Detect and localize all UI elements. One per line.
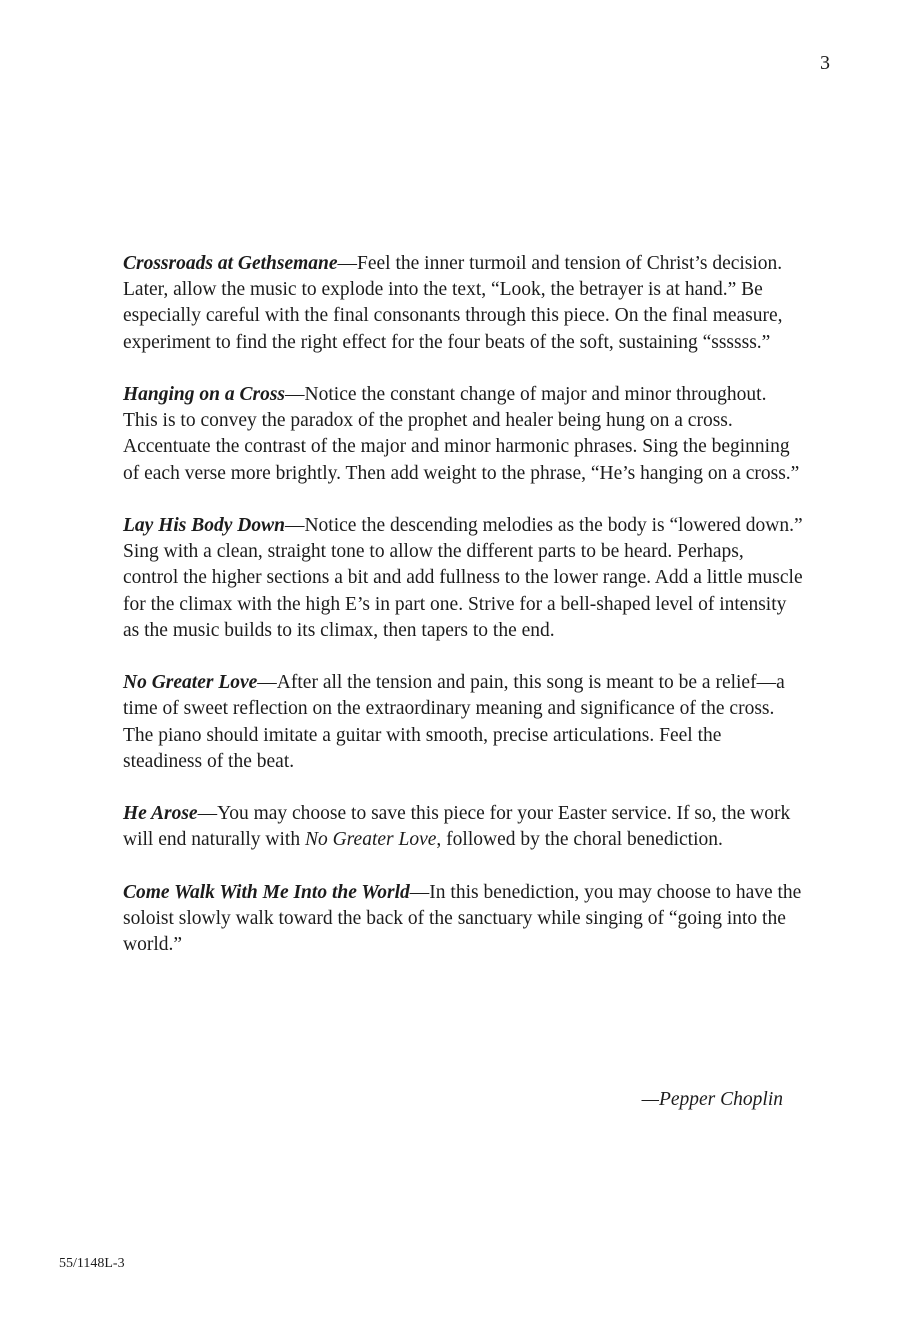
note-come-walk-with-me xyxy=(123,880,803,959)
note-text-italic: No Greater Love xyxy=(304,829,437,851)
note-lay-his-body-down xyxy=(123,513,803,644)
note-text: —You may choose to save this piece for your Easter service. If so, the work will end naturally with xyxy=(123,803,791,851)
catalog-number: 55/1148L-3 xyxy=(59,1256,125,1271)
author-signature: —Pepper Choplin xyxy=(641,1089,783,1110)
note-hanging-on-a-cross xyxy=(123,382,803,487)
note-no-greater-love xyxy=(123,670,803,775)
note-text: —Notice the descending melodies as the body is “lowered down.” Sing with a clean, straight tone to allow the different parts to be heard. Perhaps, control the higher sections a bit and add fullness to the lower range. Add a little muscle for the climax with the high E’s in part one. Strive for a bell-shaped level of intensity as the music builds to its climax, then tapers to the end. xyxy=(123,515,803,641)
note-text: , followed by the choral benediction. xyxy=(436,829,723,851)
note-crossroads-at-gethsemane xyxy=(123,251,803,356)
note-he-arose xyxy=(123,801,803,853)
note-title: Crossroads at Gethsemane xyxy=(123,253,338,274)
note-title: He Arose xyxy=(123,803,198,825)
note-title: Lay His Body Down xyxy=(123,515,285,536)
note-text: —After all the tension and pain, this song is meant to be a relief—a time of sweet reflection on the extraordinary meaning and significance of the cross. The piano should imitate a guitar with smooth, precise articulations. Feel the steadiness of the beat. xyxy=(123,672,785,772)
note-title: Hanging on a Cross xyxy=(123,384,286,405)
page-number: 3 xyxy=(820,52,830,74)
note-text: —Feel the inner turmoil and tension of Christ’s decision. Later, allow the music to explode into the text, “Look, the betrayer is at hand.” Be especially careful with the final consonants through this piece. On the final measure, experiment to find the right effect for the four beats of the soft, sustaining “ssssss.” xyxy=(123,253,783,353)
performance-notes xyxy=(123,251,803,985)
note-title: Come Walk With Me Into the World xyxy=(123,881,410,903)
note-title: No Greater Love xyxy=(123,672,258,694)
note-text: —Notice the constant change of major and minor throughout. This is to convey the paradox of the prophet and healer being hung on a cross. Accentuate the contrast of the major and minor harmonic phrases. Sing the beginning of each verse more brightly. Then add weight to the phrase, “He’s hanging on a cross.” xyxy=(123,384,800,484)
note-text: —In this benediction, you may choose to have the soloist slowly walk toward the back of the sanctuary while singing of “going into the world.” xyxy=(123,881,802,956)
